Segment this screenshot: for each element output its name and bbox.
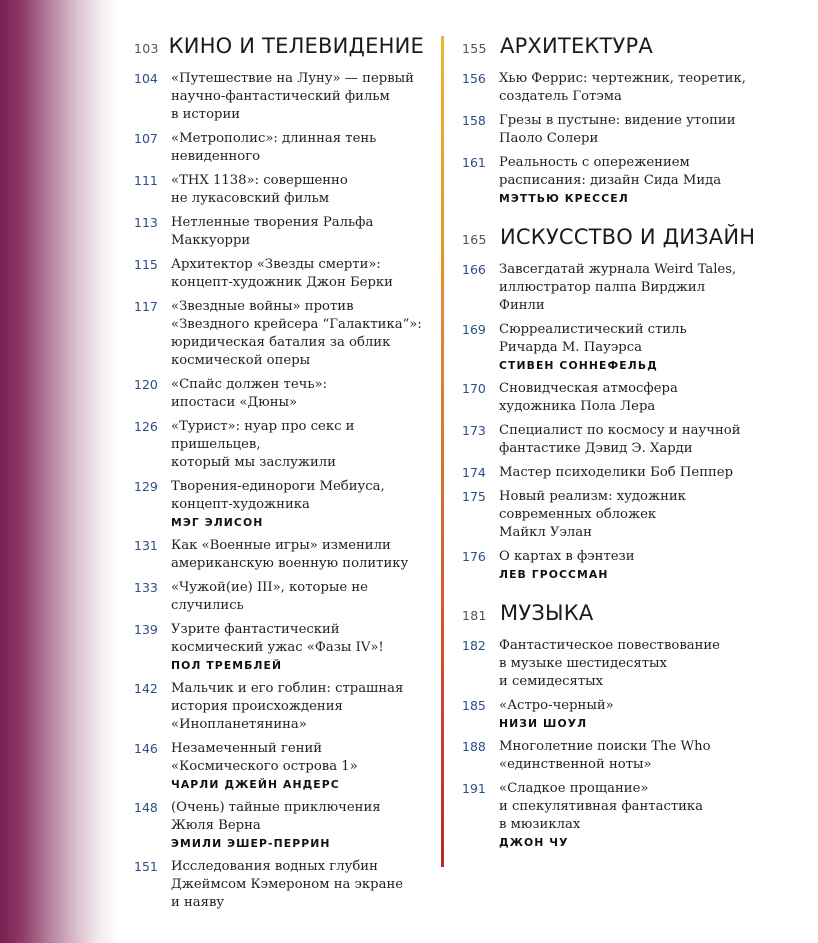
section-heading — [462, 34, 762, 64]
toc-entry — [462, 637, 762, 691]
entry-title: Сюрреалистический стиль Ричарда М. Пауэрса — [499, 322, 687, 355]
entry-body — [171, 537, 424, 573]
toc-entry — [134, 70, 424, 124]
entry-body — [499, 70, 762, 106]
entry-page-number: 133 — [134, 580, 158, 595]
entry-title: Хью Феррис: чертежник, теоретик, создатель Готэма — [499, 71, 746, 104]
entry-title: Мальчик и его гоблин: страшная история происхождения «Инопланетянина» — [171, 681, 404, 732]
toc-entry — [462, 464, 762, 482]
toc-entry — [134, 478, 424, 531]
toc-entry — [462, 112, 762, 148]
entry-page-number: 120 — [134, 377, 158, 392]
entry-body — [171, 621, 424, 674]
entry-title: «Астро-черный» — [499, 698, 614, 713]
entry-author: ДЖОН ЧУ — [499, 836, 569, 849]
entry-title: Нетленные творения Ральфа Маккуорри — [171, 215, 374, 248]
entry-page-number: 170 — [462, 381, 486, 396]
toc-entry — [462, 422, 762, 458]
entry-page-number: 169 — [462, 322, 486, 337]
entry-page-number: 148 — [134, 800, 158, 815]
section-title: КИНО И ТЕЛЕВИДЕНИЕ — [168, 34, 424, 58]
entry-page-number: 129 — [134, 479, 158, 494]
entry-body — [171, 799, 424, 852]
entry-page-number: 182 — [462, 638, 486, 653]
toc-entry — [134, 621, 424, 674]
entry-title: «Звездные войны» против «Звездного крейсера “Галактика”»: юридическая баталия за облик космической оперы — [171, 299, 422, 368]
entry-author: ЛЕВ ГРОССМАН — [499, 568, 609, 581]
entry-title: «Спайс должен течь»: ипостаси «Дюны» — [171, 377, 328, 410]
book-spine-shadow — [0, 0, 120, 943]
toc-section — [462, 225, 762, 583]
entry-body — [171, 418, 424, 472]
entry-page-number: 126 — [134, 419, 158, 434]
entry-author: СТИВЕН СОННЕФЕЛЬД — [499, 359, 658, 372]
entry-title: «Путешествие на Луну» — первый научно-фантастический фильм в истории — [171, 71, 414, 122]
entry-page-number: 151 — [134, 859, 158, 874]
toc-left-column — [134, 34, 424, 930]
entry-title: Завсегдатай журнала Weird Tales, иллюстратор палпа Вирджил Финли — [499, 262, 737, 313]
toc-entry — [134, 740, 424, 793]
toc-entry — [462, 321, 762, 374]
entry-body — [499, 380, 762, 416]
entry-author: МЭГ ЭЛИСОН — [171, 516, 264, 529]
entry-title: «Чужой(ие) III», которые не случились — [171, 580, 368, 613]
entry-page-number: 161 — [462, 155, 486, 170]
entry-page-number: 146 — [134, 741, 158, 756]
column-divider — [441, 36, 444, 867]
entry-body — [171, 579, 424, 615]
entry-title: «Метрополис»: длинная тень невиденного — [171, 131, 377, 164]
entry-page-number: 173 — [462, 423, 486, 438]
entry-body — [499, 697, 762, 732]
toc-entry — [134, 418, 424, 472]
toc-entry — [462, 488, 762, 542]
toc-entry — [462, 261, 762, 315]
section-title: ИСКУССТВО И ДИЗАЙН — [500, 225, 756, 249]
entry-body — [171, 376, 424, 412]
entry-body — [171, 256, 424, 292]
entry-title: Мастер психоделики Боб Пеппер — [499, 465, 734, 480]
entry-body — [499, 321, 762, 374]
toc-entry — [134, 376, 424, 412]
entry-page-number: 185 — [462, 698, 486, 713]
entry-body — [499, 154, 762, 207]
toc-entry — [462, 70, 762, 106]
entry-page-number: 115 — [134, 257, 158, 272]
toc-entry — [462, 154, 762, 207]
entry-page-number: 176 — [462, 549, 486, 564]
entry-body — [171, 858, 424, 912]
entry-body — [171, 70, 424, 124]
section-heading — [462, 601, 762, 631]
entry-title: Архитектор «Звезды смерти»: концепт-художник Джон Берки — [171, 257, 393, 290]
entry-title: Фантастическое повествование в музыке шестидесятых и семидесятых — [499, 638, 720, 689]
section-page-number: 103 — [134, 41, 159, 56]
entry-page-number: 111 — [134, 173, 158, 188]
entry-page-number: 166 — [462, 262, 486, 277]
entry-page-number: 142 — [134, 681, 158, 696]
section-page-number: 165 — [462, 232, 487, 247]
entry-title: Как «Военные игры» изменили американскую военную политику — [171, 538, 409, 571]
entry-page-number: 131 — [134, 538, 158, 553]
entry-author: МЭТТЬЮ КРЕССЕЛ — [499, 192, 629, 205]
entry-body — [499, 422, 762, 458]
entry-body — [499, 738, 762, 774]
entry-title: «Сладкое прощание» и спекулятивная фантастика в мюзиклах — [499, 781, 704, 832]
entry-body — [499, 548, 762, 583]
entry-body — [171, 478, 424, 531]
entry-author: ПОЛ ТРЕМБЛЕЙ — [171, 659, 283, 672]
entry-title: Многолетние поиски The Who «единственной ноты» — [499, 739, 711, 772]
entry-page-number: 139 — [134, 622, 158, 637]
entry-author: НИЗИ ШОУЛ — [499, 717, 588, 730]
toc-entry — [134, 579, 424, 615]
entry-body — [171, 172, 424, 208]
entry-body — [499, 780, 762, 851]
section-title: МУЗЫКА — [500, 601, 594, 625]
section-title: АРХИТЕКТУРА — [500, 34, 653, 58]
toc-entry — [134, 537, 424, 573]
entry-title: Узрите фантастический космический ужас «Фазы IV»! — [171, 622, 384, 655]
section-page-number: 155 — [462, 41, 487, 56]
entry-title: (Очень) тайные приключения Жюля Верна — [171, 800, 381, 833]
entry-title: Грезы в пустыне: видение утопии Паоло Солери — [499, 113, 736, 146]
entry-title: Реальность с опережением расписания: дизайн Сида Мида — [499, 155, 722, 188]
entry-page-number: 107 — [134, 131, 158, 146]
toc-section — [462, 34, 762, 207]
section-heading — [134, 34, 424, 64]
toc-entry — [134, 130, 424, 166]
toc-entry — [134, 680, 424, 734]
toc-entry — [134, 214, 424, 250]
entry-title: Новый реализм: художник современных обложек Майкл Уэлан — [499, 489, 686, 540]
entry-page-number: 104 — [134, 71, 158, 86]
toc-entry — [462, 548, 762, 583]
entry-body — [499, 112, 762, 148]
entry-page-number: 113 — [134, 215, 158, 230]
entry-title: «THX 1138»: совершенно не лукасовский фильм — [171, 173, 348, 206]
toc-entry — [134, 298, 424, 370]
toc-right-column — [462, 34, 762, 869]
entry-title: Творения-единороги Мебиуса, концепт-художника — [171, 479, 385, 512]
entry-body — [499, 637, 762, 691]
entry-body — [171, 740, 424, 793]
entry-body — [499, 464, 762, 482]
entry-page-number: 188 — [462, 739, 486, 754]
entry-title: О картах в фэнтези — [499, 549, 635, 564]
entry-body — [171, 680, 424, 734]
entry-body — [171, 214, 424, 250]
toc-entry — [134, 858, 424, 912]
toc-entry — [462, 380, 762, 416]
entry-body — [499, 488, 762, 542]
entry-author: ЭМИЛИ ЭШЕР-ПЕРРИН — [171, 837, 331, 850]
entry-author: ЧАРЛИ ДЖЕЙН АНДЕРС — [171, 778, 340, 791]
toc-section — [462, 601, 762, 851]
entry-page-number: 175 — [462, 489, 486, 504]
entry-page-number: 117 — [134, 299, 158, 314]
toc-section — [134, 34, 424, 912]
entry-title: Сновидческая атмосфера художника Пола Лера — [499, 381, 678, 414]
entry-body — [499, 261, 762, 315]
entry-page-number: 156 — [462, 71, 486, 86]
entry-title: Незамеченный гений «Космического острова 1» — [171, 741, 358, 774]
entry-title: Исследования водных глубин Джеймсом Кэмероном на экране и наяву — [171, 859, 404, 910]
toc-entry — [134, 172, 424, 208]
toc-entry — [462, 780, 762, 851]
entry-title: «Турист»: нуар про секс и пришельцев, который мы заслужили — [171, 419, 355, 470]
toc-entry — [134, 256, 424, 292]
section-page-number: 181 — [462, 608, 487, 623]
entry-page-number: 191 — [462, 781, 486, 796]
entry-title: Специалист по космосу и научной фантастике Дэвид Э. Харди — [499, 423, 741, 456]
toc-entry — [134, 799, 424, 852]
entry-body — [171, 130, 424, 166]
entry-body — [171, 298, 424, 370]
section-heading — [462, 225, 762, 255]
toc-entry — [462, 697, 762, 732]
entry-page-number: 158 — [462, 113, 486, 128]
entry-page-number: 174 — [462, 465, 486, 480]
toc-entry — [462, 738, 762, 774]
